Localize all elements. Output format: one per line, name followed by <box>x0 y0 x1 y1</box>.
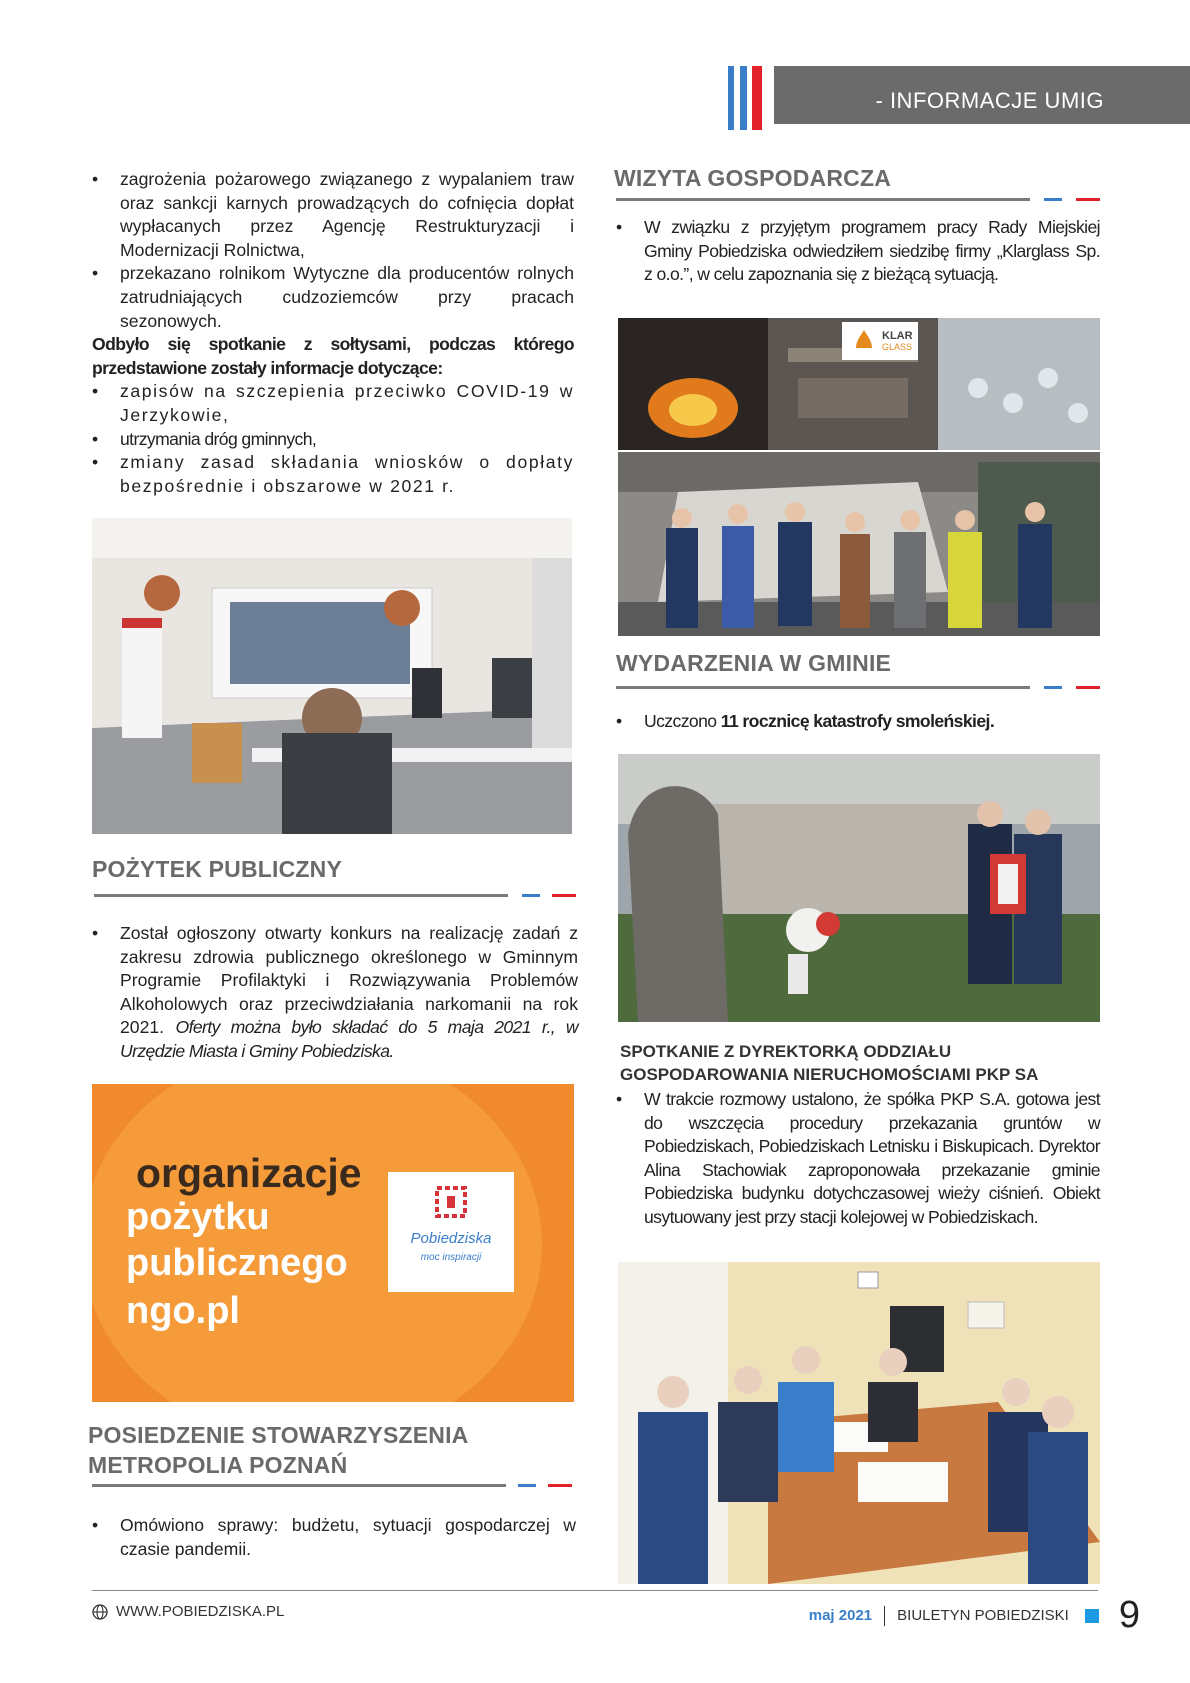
pkp-title-line2: GOSPODAROWANIA NIERUCHOMOŚCIAMI PKP SA <box>620 1065 1039 1084</box>
wizyta-block <box>616 216 1100 287</box>
wydarzenia-bold: 11 rocznicę katastrofy smoleńskiej. <box>720 711 995 731</box>
klarglass-production-photo <box>618 318 1100 450</box>
pkp-meeting-photo <box>618 1262 1100 1584</box>
issue-month: maj 2021 <box>808 1607 873 1624</box>
divider-metropolia <box>92 1484 506 1487</box>
list-item: • przekazano rolnikom Wytyczne dla producentów rolnych zatrudniających cudzoziemców przy pracach sezonowych. <box>92 262 574 333</box>
list-item: • zagrożenia pożarowego związanego z wypalaniem traw oraz sankcji karnych prowadzących do cofnięcia dopłat wypłacanych przez Agencję Restrukturyzacji i Modernizacji Rolnictwa, <box>92 168 574 262</box>
ngo-line-1: organizacje <box>136 1150 362 1196</box>
publication-name: BIULETYN POBIEDZISKI <box>897 1607 1069 1624</box>
list-item: • W związku z przyjętym programem pracy Rady Miejskiej Gminy Pobiedziska odwiedziłem siedzibę firmy „Klarglass Sp. z o.o.”, w celu zapoznania się z bieżącą sytuacją. <box>616 216 1100 287</box>
ngo-line-2: pożytku <box>126 1196 270 1238</box>
logo-name: Pobiedziska <box>410 1230 492 1247</box>
section-title-pozytek: POŻYTEK PUBLICZNY <box>92 856 343 882</box>
list-item: • zapisów na szczepienia przeciwko COVID-19 w Jerzykowie, <box>92 380 574 427</box>
divider-mark-red <box>548 1484 572 1487</box>
soltysi-paragraph: Odbyło się spotkanie z sołtysami, podczas którego przedstawione zostały informacje dotyczące: <box>92 334 574 378</box>
klarglass-group-photo <box>618 452 1100 636</box>
list-item <box>92 922 578 1064</box>
bullet-list-agencja <box>92 168 574 333</box>
pobiedziska-logo-icon <box>431 1182 471 1222</box>
square-icon <box>1085 1609 1099 1623</box>
divider-mark-blue <box>1044 198 1062 201</box>
smolensk-commemoration-photo <box>618 754 1100 1022</box>
metropolia-title-line2: METROPOLIA POZNAŃ <box>88 1452 348 1478</box>
divider-mark-red <box>552 894 576 897</box>
bullet-list-soltysi <box>92 380 574 498</box>
metropolia-title-line1: POSIEDZENIE STOWARZYSZENIA <box>88 1422 469 1448</box>
header-stripe-blue <box>740 66 747 130</box>
divider-pozytek <box>94 894 508 897</box>
list-item: • zmiany zasad składania wniosków o dopłaty bezpośrednie i obszarowe w 2021 r. <box>92 451 574 498</box>
website-link[interactable]: WWW.POBIEDZISKA.PL <box>116 1603 285 1620</box>
bullet-list-wydarzenia <box>616 710 1100 734</box>
list-item: • Omówiono sprawy: budżetu, sytuacji gospodarczej w czasie pandemii. <box>92 1514 576 1561</box>
metropolia-block <box>92 1514 576 1561</box>
ngo-line-3: publicznego <box>126 1242 348 1284</box>
pkp-block <box>616 1088 1100 1230</box>
pozytek-text: Został ogłoszony otwarty konkurs na realizację zadań z zakresu zdrowia publicznego określonego w Gminnym Programie Profilaktyki i Rozwiązywania Problemów Alkoholowych oraz przeciwdziałania narkomanii na rok 2021. <box>120 923 578 1038</box>
bullet-list-pkp <box>616 1088 1100 1230</box>
list-item: • utrzymania dróg gminnych, <box>92 428 574 452</box>
section-header-title: - INFORMACJE UMIG <box>875 88 1104 113</box>
pkp-title-line1: SPOTKANIE Z DYREKTORKĄ ODDZIAŁU <box>620 1042 952 1061</box>
left-intro-block <box>92 168 574 498</box>
pozytek-block <box>92 922 578 1064</box>
klarglass-logo-text-2: GLASS <box>882 342 913 352</box>
divider-wizyta <box>616 198 1030 201</box>
footer-rule <box>92 1590 1098 1591</box>
list-item <box>616 710 1100 734</box>
globe-icon <box>92 1604 108 1620</box>
divider-mark-blue <box>518 1484 536 1487</box>
pozytek-deadline: Oferty można było składać do 5 maja 2021 r., w Urzędzie Miasta i Gminy Pobiedziska. <box>120 1017 578 1061</box>
page-number: 9 <box>1118 1594 1140 1636</box>
meeting-room-photo <box>92 518 572 834</box>
section-title-wizyta: WIZYTA GOSPODARCZA <box>614 165 892 191</box>
footer-separator <box>884 1606 885 1626</box>
wydarzenia-block <box>616 710 1100 734</box>
section-title-metropolia <box>88 1420 469 1480</box>
ngo-line-4: ngo.pl <box>126 1290 240 1332</box>
ngo-banner <box>92 1084 574 1402</box>
bullet-list-wizyta <box>616 216 1100 287</box>
divider-mark-red <box>1076 686 1100 689</box>
divider-mark-red <box>1076 198 1100 201</box>
logo-tagline: moc inspiracji <box>420 1252 482 1263</box>
klarglass-logo-text-1: KLAR <box>882 330 913 342</box>
header-stripe-red <box>752 66 762 130</box>
list-item: • W trakcie rozmowy ustalono, że spółka PKP S.A. gotowa jest do wszczęcia procedury przekazania gruntów w Pobiedziskach, Pobiedziskach Letnisku i Biskupicach. Dyrektor Alina Stachowiak zaproponowała przekazanie gminie Pobiedziska budynku dotychczasowej wieży ciśnień. Obiekt usytuowany jest przy stacji kolejowej w Pobiedziskach. <box>616 1088 1100 1230</box>
divider-mark-blue <box>522 894 540 897</box>
section-title-wydarzenia: WYDARZENIA W GMINIE <box>616 650 892 676</box>
footer-info <box>809 1594 1140 1637</box>
section-title-pkp <box>620 1040 1038 1086</box>
pobiedziska-logo-card <box>388 1172 514 1292</box>
divider-mark-blue <box>1044 686 1062 689</box>
footer-website <box>92 1603 284 1620</box>
bullet-list-metropolia <box>92 1514 576 1561</box>
bullet-list-pozytek <box>92 922 578 1064</box>
divider-wydarzenia <box>616 686 1030 689</box>
wydarzenia-text: Uczczono <box>644 711 721 731</box>
